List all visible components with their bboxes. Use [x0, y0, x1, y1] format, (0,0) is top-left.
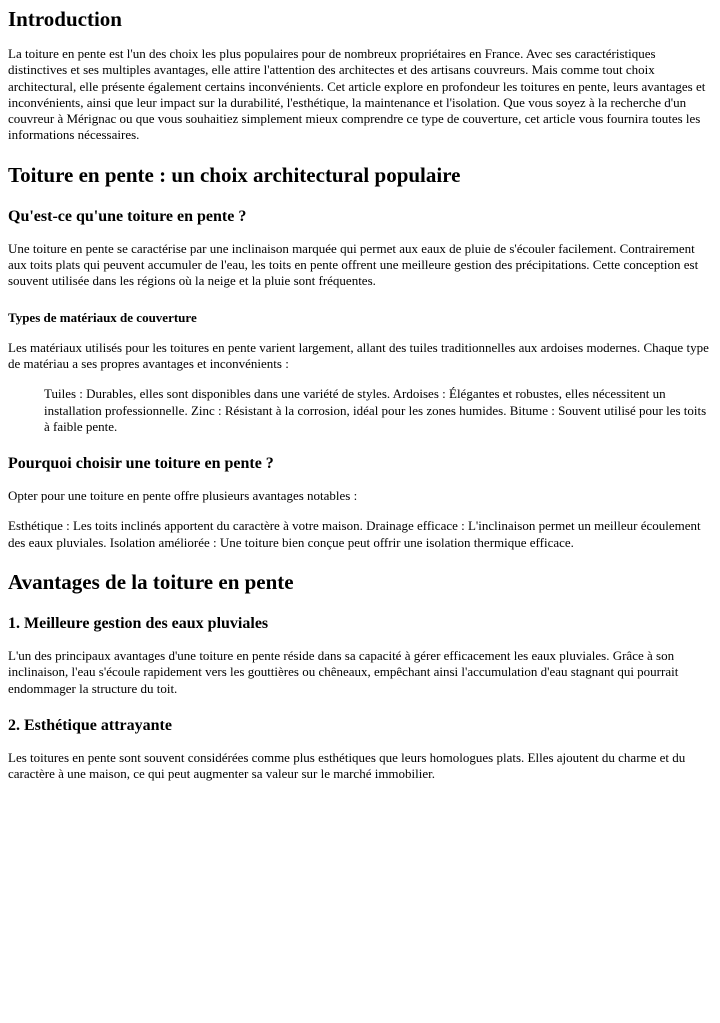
intro-paragraph: La toiture en pente est l'un des choix les plus populaires pour de nombreux propriétaires en France. Avec ses caractéristiques distinctives et ses multiples avantages, elle attire l'attention des architectes et des artisans couvreurs. Mais comme tout choix architectural, elle présente également certains inconvénients. Cet article explore en profondeur les toitures en pente, leurs avantages et inconvénients, ainsi que leur impact sur la durabilité, l'esthétique, la maintenance et l'isolation. Que vous soyez à la recherche d'un couvreur à Mérignac ou que vous souhaitiez simplement mieux comprendre ce type de couverture, cet article vous fournira toutes les informations nécessaires. — [8, 46, 706, 143]
section-advantages-title: Avantages de la toiture en pente — [8, 570, 294, 595]
aesthetic-paragraph: Les toitures en pente sont souvent considérées comme plus esthétiques que leurs homologues plats. Elles ajoutent du charme et du caractère à une maison, ce qui peut augmenter sa valeur sur le marché immobilier. — [8, 749, 686, 782]
water-paragraph: L'un des principaux avantages d'une toiture en pente réside dans sa capacité à gérer efficacement les eaux pluviales. Grâce à son inclinaison, l'eau s'écoule rapidement vers les gouttières ou chêneaux, empêchant ainsi l'accumulation d'eau stagnant qui pourrait endommager la structure du toit. — [8, 648, 679, 696]
materials-paragraph: Les matériaux utilisés pour les toitures en pente varient largement, allant des tuiles traditionnelles aux ardoises modernes. Chaque type de matériau a ses propres avantages et inconvénients : — [8, 339, 709, 371]
materials-title: Types de matériaux de couverture — [8, 309, 197, 325]
why-paragraph-intro: Opter pour une toiture en pente offre plusieurs avantages notables : — [8, 488, 358, 504]
aesthetic-title: 2. Esthétique attrayante — [8, 716, 172, 734]
intro-title: Introduction — [8, 7, 122, 31]
why-title: Pourquoi choisir une toiture en pente ? — [8, 455, 274, 473]
why-paragraph-benefits: Esthétique : Les toits inclinés apportent du caractère à votre maison. Drainage efficace : L'inclinaison permet un meilleur écoulement des eaux pluviales. Isolation améliorée : Une toiture bien conçue peut offrir une isolation thermique efficace. — [8, 518, 701, 550]
water-title: 1. Meilleure gestion des eaux pluviales — [8, 615, 269, 633]
materials-list-quote: Tuiles : Durables, elles sont disponibles dans une variété de styles. Ardoises : Élégantes et robustes, elles nécessitent un installation professionnelle. Zinc : Résistant à la corrosion, idéal pour les zones humides. Bitume : Souvent utilisé pour les toits à faible pente. — [44, 386, 707, 434]
section-popular-title: Toiture en pente : un choix architectural populaire — [8, 162, 461, 187]
article — [0, 6, 712, 783]
what-is-paragraph: Une toiture en pente se caractérise par une inclinaison marquée qui permet aux eaux de pluie de s'écouler facilement. Contrairement aux toits plats qui peuvent accumuler de l'eau, les toits en pente offrent une meilleure gestion des précipitations. Cette conception est souvent utilisée dans les régions où la neige et la pluie sont fréquentes. — [8, 240, 699, 289]
what-is-title: Qu'est-ce qu'une toiture en pente ? — [8, 207, 247, 225]
